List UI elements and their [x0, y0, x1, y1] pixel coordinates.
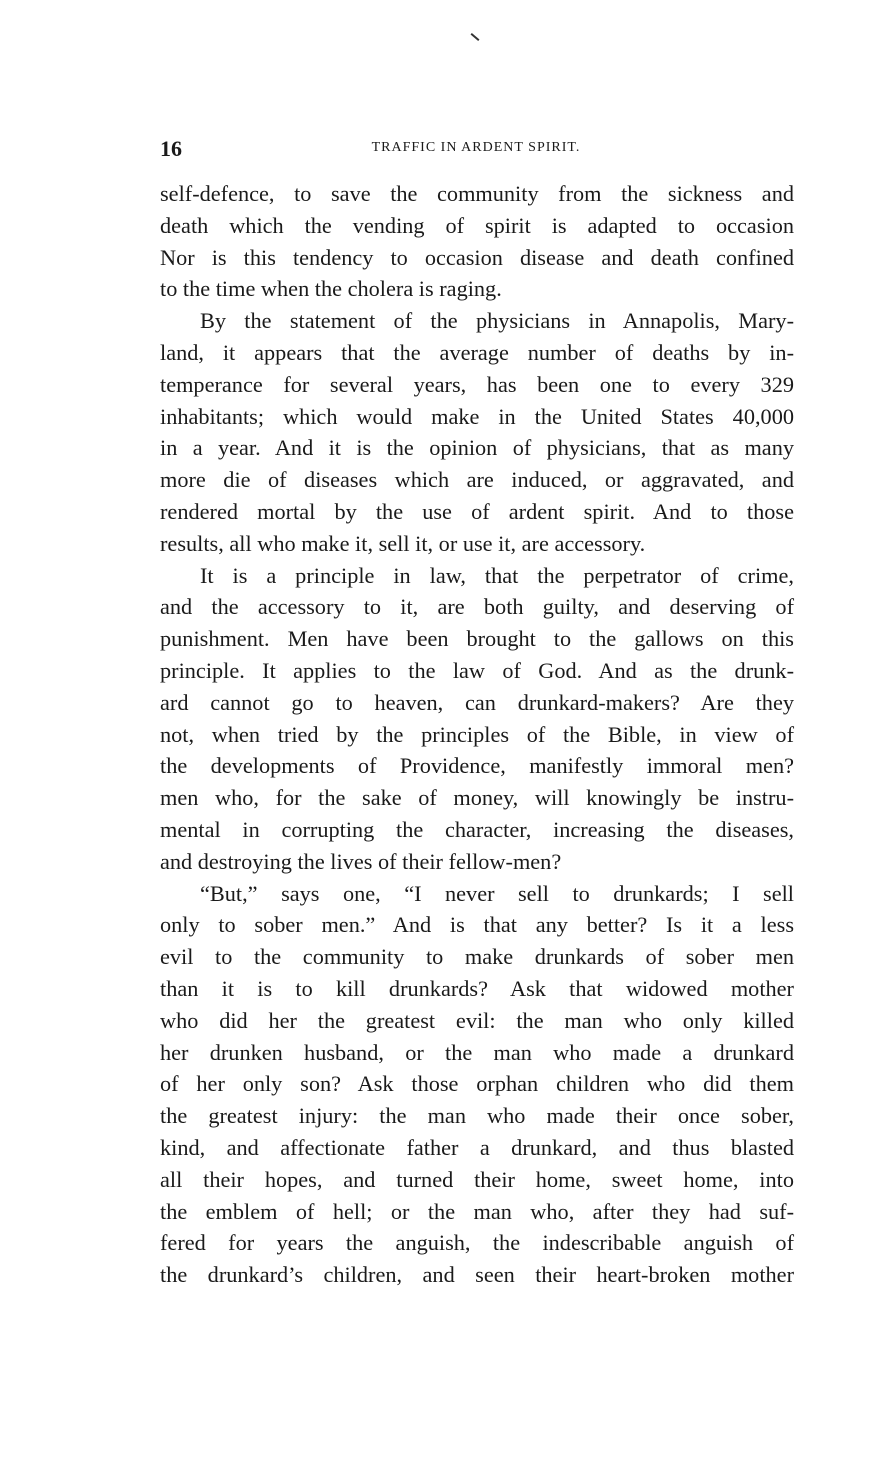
page-header — [160, 136, 792, 166]
text-line: kind, and affectionate father a drunkard, and thus blasted — [160, 1134, 794, 1160]
text-line: ard cannot go to heaven, can drunkard-makers? Are they — [160, 689, 794, 715]
text-line: Nor is this tendency to occasion disease and death confined — [160, 244, 794, 270]
text-line: fered for years the anguish, the indescribable anguish of — [160, 1230, 794, 1256]
text-line: only to sober men.” And is that any better? Is it a less — [160, 912, 794, 938]
text-line: men who, for the sake of money, will knowingly be instru- — [160, 785, 794, 811]
text-line: to the time when the cholera is raging. — [160, 276, 502, 302]
text-line: inhabitants; which would make in the United States 40,000 — [160, 403, 794, 429]
text-line: the emblem of hell; or the man who, after they had suf- — [160, 1198, 794, 1224]
page-body — [160, 178, 794, 1291]
text-line: “But,” says one, “I never sell to drunkards; I sell — [200, 880, 794, 906]
running-title: TRAFFIC IN ARDENT SPIRIT. — [371, 140, 581, 155]
text-line: who did her the greatest evil: the man who only killed — [160, 1007, 794, 1033]
text-line: not, when tried by the principles of the Bible, in view of — [160, 721, 794, 747]
text-line: in a year. And it is the opinion of physicians, that as many — [160, 435, 794, 461]
text-line: than it is to kill drunkards? Ask that widowed mother — [160, 975, 794, 1001]
text-line: results, all who make it, sell it, or use it, are accessory. — [160, 530, 646, 556]
text-line: temperance for several years, has been one to every 329 — [160, 371, 794, 397]
text-line: self-defence, to save the community from the sickness and — [160, 181, 794, 206]
text-line: punishment. Men have been brought to the gallows on this — [160, 626, 794, 652]
text-line: rendered mortal by the use of ardent spirit. And to those — [160, 498, 794, 524]
text-line: and destroying the lives of their fellow-men? — [160, 848, 562, 874]
text-line: It is a principle in law, that the perpetrator of crime, — [200, 562, 794, 588]
text-line: principle. It applies to the law of God. And as the drunk- — [160, 657, 794, 683]
text-line: all their hopes, and turned their home, sweet home, into — [160, 1166, 794, 1192]
text-line: of her only son? Ask those orphan children who did them — [160, 1071, 794, 1097]
scan-speck — [471, 33, 480, 41]
text-line: death which the vending of spirit is adapted to occasion — [160, 212, 794, 238]
text-line: the greatest injury: the man who made their once sober, — [160, 1103, 794, 1129]
text-line: and the accessory to it, are both guilty, and deserving of — [160, 594, 794, 620]
text-line: By the statement of the physicians in Annapolis, Mary- — [200, 308, 794, 334]
text-line: the drunkard’s children, and seen their heart-broken mother — [160, 1262, 794, 1288]
page-number: 16 — [160, 136, 182, 161]
text-line: evil to the community to make drunkards of sober men — [160, 944, 794, 970]
text-line: her drunken husband, or the man who made a drunkard — [160, 1039, 794, 1065]
text-line: mental in corrupting the character, increasing the diseases, — [160, 816, 794, 842]
text-line: the developments of Providence, manifestly immoral men? — [160, 753, 794, 779]
text-line: more die of diseases which are induced, or aggravated, and — [160, 467, 794, 493]
text-line: land, it appears that the average number of deaths by in- — [160, 339, 794, 365]
